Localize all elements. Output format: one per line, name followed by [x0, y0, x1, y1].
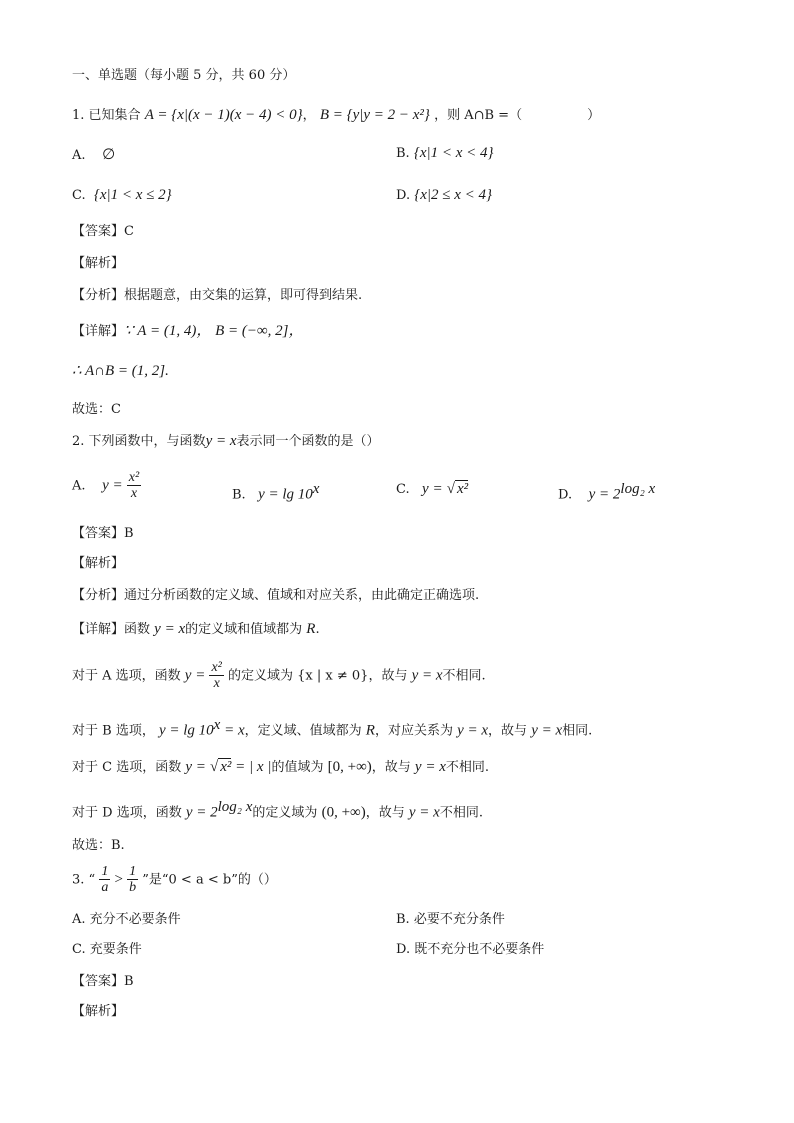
text: 函数 [124, 622, 151, 637]
denominator: x [213, 676, 220, 692]
option-b [396, 144, 494, 162]
analysis-text: 通过分析函数的定义域、值域和对应关系，由此确定正确选项. [124, 588, 480, 603]
math: y = x [154, 621, 186, 637]
math: R [306, 621, 316, 637]
answer-line [72, 526, 134, 542]
detail-a-line [72, 660, 486, 692]
detail-math-1: ∵ A = (1, 4)， B = (−∞, 2]， [124, 323, 304, 339]
jiexi-label: 【解析】 [72, 556, 125, 571]
text: ”是“ [142, 872, 169, 888]
detail-c-line: 对于 C 选项，函数 y = √ x² = | x |的值域为 [0, +∞)，故与 y = x不相同. [72, 759, 489, 775]
analysis-line [72, 288, 362, 304]
numerator: 1 [101, 864, 109, 879]
option-label: A. [72, 148, 86, 163]
math: y = x [457, 722, 489, 739]
denominator: a [101, 880, 109, 896]
jiexi-label: 【解析】 [72, 1004, 125, 1019]
answer-line [72, 224, 134, 240]
text: 的定义域为 {x | x ≠ 0}，故与 [228, 668, 408, 684]
radicand: x² [220, 759, 232, 775]
superscript: log₂ x [217, 799, 253, 815]
option-c [72, 186, 172, 204]
detail-d-line [72, 798, 483, 821]
option-label: B. [396, 146, 410, 161]
option-d-text: {x|2 ≤ x < 4} [414, 187, 493, 203]
stem-text: 下列函数中，与函数 [88, 434, 206, 449]
q2-option-d [558, 480, 655, 503]
fraction [209, 660, 223, 692]
analysis-label: 【分析】 [72, 588, 125, 603]
text: 对于 C 选项，函数 [72, 760, 182, 775]
text: ，故与 [365, 805, 405, 821]
question-number: 2. [72, 434, 85, 449]
numerator: 1 [129, 864, 137, 879]
detail-line [72, 620, 320, 638]
option-label: D. [396, 188, 411, 203]
question-3-stem [72, 864, 277, 896]
q2-option-c: C. y = √ x² [396, 481, 469, 497]
section-title: 一、单选题（每小题 5 分，共 60 分） [72, 68, 296, 83]
option-math: y = 2 [588, 486, 621, 503]
question-number: 3. [72, 872, 85, 888]
math: [0, +∞) [327, 759, 372, 775]
question-2-stem [72, 432, 380, 450]
text: 不相同. [439, 805, 483, 821]
choose-line: 故选：C [72, 402, 121, 417]
text: 不相同. [445, 760, 489, 775]
answer-value: B [124, 974, 134, 989]
answer-value: B [124, 526, 134, 541]
option-label: C. [72, 188, 86, 203]
text: 的定义域和值域都为 [185, 622, 303, 637]
text: ，故与 [488, 723, 528, 739]
answer-value: C [124, 224, 134, 239]
q2-option-b [232, 480, 319, 503]
q3-option-c: C. 充要条件 [72, 942, 142, 957]
answer-label: 【答案】 [72, 526, 125, 541]
jiexi-label: 【解析】 [72, 256, 125, 271]
math: (0, +∞) [321, 804, 366, 821]
answer-label: 【答案】 [72, 224, 125, 239]
denominator: x [130, 486, 138, 502]
detail-label: 【详解】 [72, 324, 125, 339]
q3-option-b: B. 必要不充分条件 [396, 912, 505, 927]
text: 相同. [562, 723, 593, 739]
option-c-text: {x|1 < x ≤ 2} [93, 187, 172, 203]
answer-label: 【答案】 [72, 974, 125, 989]
option-label: C. [396, 482, 410, 497]
math: > [114, 871, 123, 888]
question-1-stem: 1. 已知集合 A = {x|(x − 1)(x − 4) < 0}， B = {y|y = 2 − x²} ，则 A∩B =（ ） [72, 107, 601, 123]
analysis-text: 根据题意，由交集的运算，即可得到结果. [124, 288, 363, 303]
set-b: B = {y|y = 2 − x²} [319, 107, 430, 123]
superscript: log₂ x [620, 481, 656, 497]
math: y = x [414, 759, 446, 775]
fraction [127, 864, 138, 896]
detail-line-2 [72, 362, 169, 380]
option-label: B. [232, 487, 246, 503]
text: ，对应关系为 [374, 723, 453, 739]
math: y = x [408, 804, 440, 821]
math: y = [184, 667, 206, 684]
math: y = x [411, 667, 443, 684]
answer-line [72, 974, 134, 990]
math: y = [185, 759, 206, 775]
text: 的值域为 [271, 760, 324, 775]
option-a-text: ∅ [102, 147, 116, 163]
math: R [365, 722, 375, 739]
math: y = lg 10 [158, 722, 214, 739]
text: . [315, 622, 320, 637]
detail-label: 【详解】 [72, 622, 125, 637]
text: 对于 D 选项，函数 [72, 805, 182, 821]
option-math: y = lg 10 [258, 486, 313, 503]
detail-b-line [72, 716, 592, 739]
q2-option-a [72, 470, 141, 502]
text: ”的（） [231, 872, 277, 888]
text: ，定义域、值域都为 [244, 723, 362, 739]
math: y = x [531, 722, 563, 739]
question-number: 1. [72, 108, 85, 123]
analysis-line [72, 588, 479, 604]
text: 不相同. [442, 668, 486, 684]
text: ，故与 [371, 760, 411, 775]
q3-option-d: D. 既不充分也不必要条件 [396, 942, 545, 957]
question-lead: 已知集合 [88, 108, 141, 123]
numerator: x² [128, 470, 140, 485]
math: = x [220, 722, 245, 739]
option-a [72, 146, 115, 164]
math: 0 < a < b [168, 872, 232, 888]
fraction [127, 470, 141, 502]
option-math: y = [102, 477, 123, 494]
numerator: x² [211, 660, 222, 675]
analysis-label: 【分析】 [72, 288, 125, 303]
question-ask: ，则 A∩B =（ ） [434, 108, 601, 123]
option-d [396, 186, 492, 204]
set-a: A = {x|(x − 1)(x − 4) < 0} [144, 107, 303, 123]
math: = | x | [231, 759, 272, 775]
text: 的定义域为 [252, 805, 318, 821]
detail-line-1 [72, 322, 304, 340]
quote: “ [88, 872, 96, 888]
denominator: b [129, 880, 137, 896]
detail-math-2: ∴ A∩B = (1, 2]. [72, 363, 169, 379]
choose-line: 故选：B. [72, 838, 125, 853]
option-label: D. [558, 487, 573, 503]
superscript: x [213, 717, 221, 733]
math: y = 2 [185, 804, 218, 821]
text: 对于 A 选项，函数 [72, 668, 181, 684]
superscript: x [312, 481, 320, 497]
stem-text: 表示同一个函数的是（） [236, 434, 380, 449]
option-math: y = [422, 481, 443, 497]
option-label: A. [72, 478, 86, 494]
text: 对于 B 选项， [72, 723, 155, 739]
fraction [99, 864, 110, 896]
q3-option-a: A. 充分不必要条件 [72, 912, 181, 927]
stem-math: y = x [205, 433, 237, 449]
option-b-text: {x|1 < x < 4} [413, 145, 494, 161]
radicand: x² [456, 481, 469, 497]
